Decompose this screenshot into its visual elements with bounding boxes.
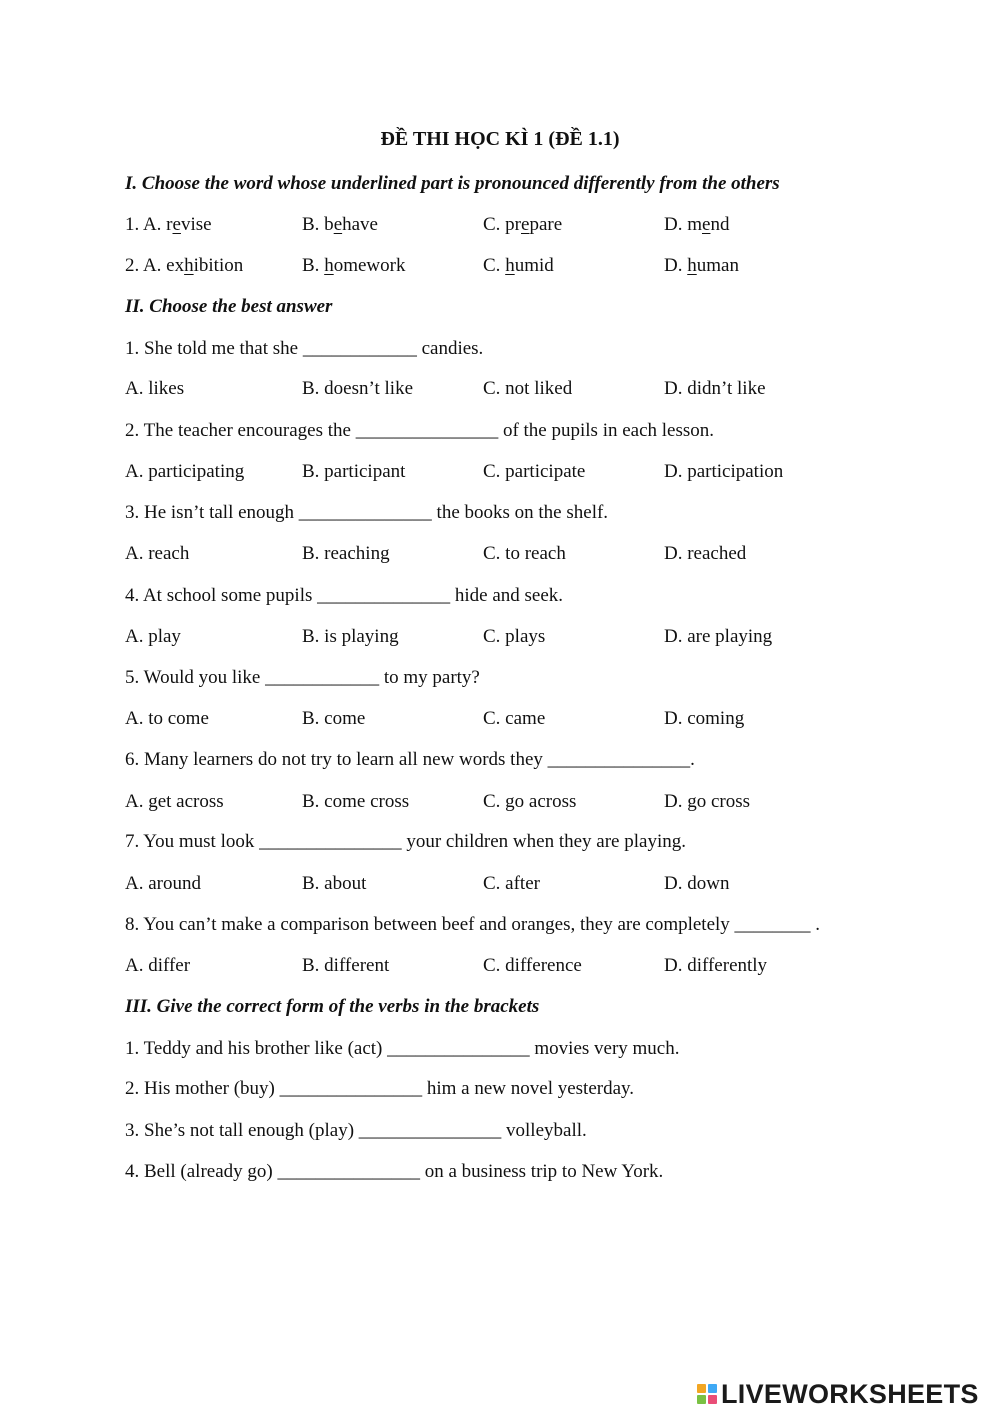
mc-question-4-stem: 4. At school some pupils ______________ hide and seek. xyxy=(125,585,564,606)
mc-q1-option-d[interactable]: D. didn’t like xyxy=(664,378,766,399)
mc-q3-option-a[interactable]: A. reach xyxy=(125,543,190,564)
verb-item-4: 4. Bell (already go) _______________ on a business trip to New York. xyxy=(125,1161,664,1182)
section-1-heading: I. Choose the word whose underlined part is pronounced differently from the others xyxy=(125,173,780,194)
logo-text: LIVEWORKSHEETS xyxy=(721,1378,979,1409)
q1-option-c: C. prepare xyxy=(483,214,563,235)
mc-question-5-stem: 5. Would you like ____________ to my party? xyxy=(125,667,480,688)
mc-q4-option-a[interactable]: A. play xyxy=(125,626,181,647)
mc-q5-option-a[interactable]: A. to come xyxy=(125,708,209,729)
mc-q6-option-a[interactable]: A. get across xyxy=(125,791,224,812)
q2-option-a: 2. A. exhibition xyxy=(125,255,244,276)
q2-option-b: B. homework xyxy=(302,255,406,276)
mc-q3-option-d[interactable]: D. reached xyxy=(664,543,747,564)
mc-q1-option-c[interactable]: C. not liked xyxy=(483,378,573,399)
liveworksheets-logo xyxy=(697,1378,979,1410)
q2-option-d: D. human xyxy=(664,255,739,276)
q1-option-d: D. mend xyxy=(664,214,730,235)
mc-q2-option-c[interactable]: C. participate xyxy=(483,461,586,482)
mc-question-2-stem: 2. The teacher encourages the _______________ of the pupils in each lesson. xyxy=(125,420,715,441)
verb-item-2: 2. His mother (buy) _______________ him a new novel yesterday. xyxy=(125,1078,635,1099)
mc-q2-option-d[interactable]: D. participation xyxy=(664,461,784,482)
mc-q7-option-b[interactable]: B. about xyxy=(302,873,367,894)
mc-question-1-stem: 1. She told me that she ____________ candies. xyxy=(125,338,484,359)
mc-question-3-stem: 3. He isn’t tall enough ______________ the books on the shelf. xyxy=(125,502,609,523)
mc-question-7-stem: 7. You must look _______________ your children when they are playing. xyxy=(125,831,686,852)
mc-q3-option-c[interactable]: C. to reach xyxy=(483,543,566,564)
mc-q5-option-b[interactable]: B. come xyxy=(302,708,366,729)
logo-square-3 xyxy=(697,1395,706,1404)
mc-q4-option-d[interactable]: D. are playing xyxy=(664,626,773,647)
mc-q4-option-b[interactable]: B. is playing xyxy=(302,626,399,647)
q1-option-a: 1. A. revise xyxy=(125,214,212,235)
section-2-heading: II. Choose the best answer xyxy=(125,296,333,317)
mc-question-8-stem: 8. You can’t make a comparison between beef and oranges, they are completely ________ . xyxy=(125,914,821,935)
verb-item-3: 3. She’s not tall enough (play) _______________ volleyball. xyxy=(125,1120,587,1141)
logo-square-1 xyxy=(697,1384,706,1393)
mc-q2-option-a[interactable]: A. participating xyxy=(125,461,245,482)
logo-square-4 xyxy=(708,1395,717,1404)
logo-mark-icon xyxy=(697,1384,717,1404)
mc-q6-option-b[interactable]: B. come cross xyxy=(302,791,410,812)
mc-q6-option-c[interactable]: C. go across xyxy=(483,791,577,812)
mc-q7-option-d[interactable]: D. down xyxy=(664,873,730,894)
mc-q4-option-c[interactable]: C. plays xyxy=(483,626,546,647)
mc-q7-option-c[interactable]: C. after xyxy=(483,873,540,894)
mc-q5-option-c[interactable]: C. came xyxy=(483,708,546,729)
mc-q1-option-b[interactable]: B. doesn’t like xyxy=(302,378,414,399)
mc-q5-option-d[interactable]: D. coming xyxy=(664,708,745,729)
mc-q7-option-a[interactable]: A. around xyxy=(125,873,201,894)
section-3-heading: III. Give the correct form of the verbs in the brackets xyxy=(125,996,540,1017)
page-title: ĐỀ THI HỌC KÌ 1 (ĐỀ 1.1) xyxy=(380,128,620,150)
mc-q2-option-b[interactable]: B. participant xyxy=(302,461,406,482)
verb-item-1: 1. Teddy and his brother like (act) _______________ movies very much. xyxy=(125,1038,680,1059)
mc-question-6-stem: 6. Many learners do not try to learn all new words they _______________. xyxy=(125,749,695,770)
mc-q8-option-c[interactable]: C. difference xyxy=(483,955,582,976)
q2-option-c: C. humid xyxy=(483,255,554,276)
mc-q6-option-d[interactable]: D. go cross xyxy=(664,791,751,812)
mc-q8-option-d[interactable]: D. differently xyxy=(664,955,768,976)
q1-option-b: B. behave xyxy=(302,214,378,235)
mc-q8-option-a[interactable]: A. differ xyxy=(125,955,191,976)
mc-q3-option-b[interactable]: B. reaching xyxy=(302,543,390,564)
mc-q1-option-a[interactable]: A. likes xyxy=(125,378,185,399)
logo-square-2 xyxy=(708,1384,717,1393)
mc-q8-option-b[interactable]: B. different xyxy=(302,955,390,976)
